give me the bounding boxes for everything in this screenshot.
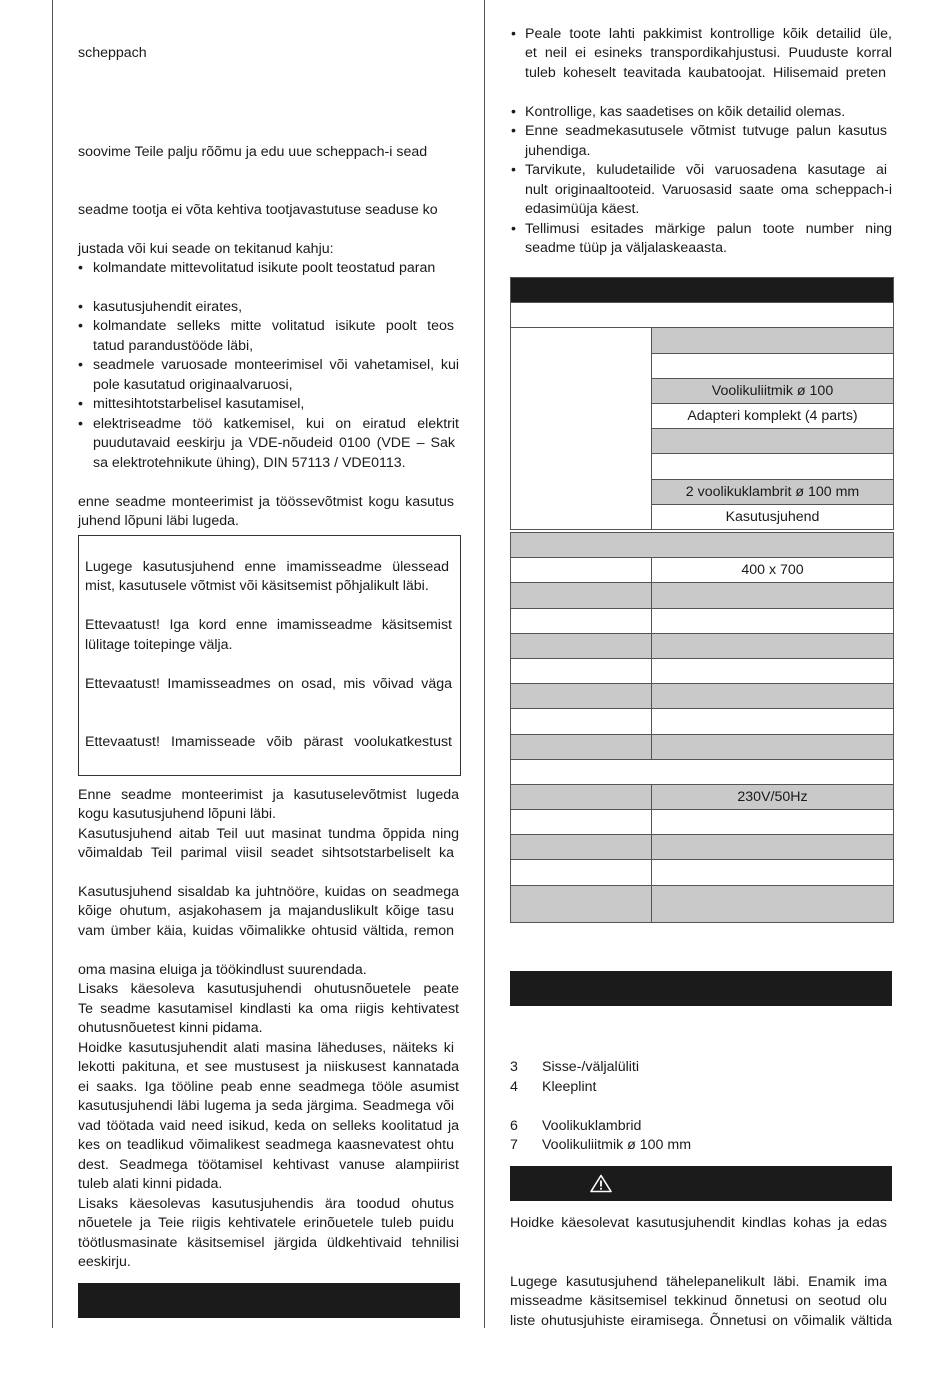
body-line: vad töötada vaid need isikud, keda on selleks koolitatud ja (78, 1118, 459, 1134)
table-cell (511, 558, 652, 583)
safety-line: liste ohutusjuhiste eiramisega. Õnnetusi on võimalik vältida (510, 1313, 892, 1329)
table-cell (652, 860, 894, 885)
list-item: Peale toote lahti pakkimist kontrollige kõik detailid üle, (525, 26, 892, 42)
bullet-dot: • (511, 26, 516, 42)
body-line: Kasutusjuhend aitab Teil uut masinat tundma õppida ning (78, 826, 459, 842)
part-number: 3 (510, 1059, 518, 1075)
list-item-cont: tuleb koheselt teavitada kaubatoojat. Hilisemaid preten (525, 65, 886, 81)
notice-line: Ettevaatust! Imamisseadmes on osad, mis võivad väga (85, 676, 452, 692)
table-cell (511, 684, 652, 709)
body-line: lekotti pakituna, et see mustusest ja niiskusest kannatada (78, 1059, 459, 1075)
body-line: ei saaks. Iga tööline peab enne seadmega tööle asumist (78, 1079, 459, 1095)
section-header-bar (510, 971, 892, 1006)
body-line: kogu kasutusjuhend lõpuni läbi. (78, 806, 276, 822)
bullet-dot: • (78, 396, 83, 412)
list-item: kolmandate selleks mitte volitatud isikute poolt teos (93, 318, 454, 334)
list-item: mittesihtotstarbelisel kasutamisel, (93, 396, 305, 412)
table-cell (511, 583, 652, 608)
body-line: Kasutusjuhend sisaldab ka juhtnööre, kuidas on seadmega (78, 884, 459, 900)
section-header-bar (78, 1283, 460, 1318)
table-header-bar (511, 278, 894, 303)
bullet-dot: • (511, 221, 516, 237)
body-line: dest. Seadmega töötamisel kehtivast vanuse alampiirist (78, 1157, 459, 1173)
table-cell (652, 353, 894, 378)
bullet-dot: • (78, 357, 83, 373)
table-cell (652, 810, 894, 835)
list-item-cont: juhendiga. (525, 143, 591, 159)
list-item: Tellimusi esitades märkige palun toote number ning (525, 221, 892, 237)
body-line: Te seadme kasutamisel kindlasti ka oma riigis kehtivatest (78, 1001, 459, 1017)
list-item-cont: sa elektrotehnikute ühing), DIN 57113 / VDE0113. (93, 455, 406, 471)
table-cell (511, 784, 652, 809)
table-cell (511, 860, 652, 885)
body-line: kasutusjuhendi läbi lugema ja seda järgima. Seadmega või (78, 1098, 454, 1114)
notice-line: lülitage toitepinge välja. (85, 637, 233, 653)
part-number: 4 (510, 1079, 518, 1095)
read-manual-line-2: juhend lõpuni läbi lugeda. (78, 513, 239, 529)
voltage-value: 230V/50Hz (652, 784, 894, 809)
part-label: Kleeplint (542, 1079, 597, 1095)
brand-text: scheppach (78, 45, 147, 61)
list-item-cont: et neil ei esineks transpordikahjustusi. Puuduste korral (525, 45, 892, 61)
table-cell (652, 835, 894, 860)
bullet-dot: • (511, 123, 516, 139)
table-cell (511, 608, 652, 633)
list-item-cont: tatud parandustööde läbi, (93, 338, 254, 354)
table-cell (652, 328, 894, 353)
part-label: Sisse-/väljalüliti (542, 1059, 639, 1075)
list-item: Kontrollige, kas saadetises on kõik detailid olemas. (525, 104, 846, 120)
left-margin-rule (52, 0, 53, 1328)
body-line: Lisaks käesoleva kasutusjuhendi ohutusnõuetele peate (78, 981, 459, 997)
table-cell (652, 684, 894, 709)
bullet-dot: • (78, 299, 83, 315)
body-line: nõuetele ja Teie riigis kehtivatele erinõuetele tuleb puidu (78, 1215, 454, 1231)
notice-line: Lugege kasutusjuhend enne imamisseadme ülessead (85, 559, 449, 575)
list-item-cont: pole kasutatud originaalvaruosi, (93, 377, 293, 393)
table-cell (652, 454, 894, 479)
list-item: kolmandate mittevolitatud isikute poolt teostatud paran (93, 260, 436, 276)
body-line: kes on teadlikud võimalikest seadmega kaasnevatest ohtu (78, 1137, 454, 1153)
notice-line: mist, kasutusele võtmist või käsitsemist põhjalikult läbi. (85, 578, 429, 594)
table-cell (652, 885, 894, 922)
liability-line-2: justada või kui seade on tekitanud kahju: (78, 241, 334, 257)
list-item-cont: seadme tüüp ja väljalaskeaasta. (525, 240, 727, 256)
safety-header-bar (510, 1166, 892, 1201)
table-row (511, 759, 894, 784)
safety-line: misseadme käsitsemisel tekkinud õnnetusi on seotud olu (510, 1293, 887, 1309)
body-line: oma masina eluiga ja töökindlust suurendada. (78, 962, 367, 978)
body-line: eeskirju. (78, 1254, 131, 1270)
body-line: ohutusnõuetest kinni pidama. (78, 1020, 263, 1036)
list-item: kasutusjuhendit eirates, (93, 299, 243, 315)
scope-of-delivery-table (510, 277, 894, 530)
bullet-dot: • (511, 104, 516, 120)
body-line: Hoidke kasutusjuhendit alati masina läheduses, näiteks ki (78, 1040, 454, 1056)
list-item-cont: puudutavaid eeskirju ja VDE-nõudeid 0100 (VDE – Sak (93, 435, 455, 451)
part-label: Voolikuliitmik ø 100 mm (542, 1137, 692, 1153)
keep-manual-text: Hoidke käesolevat kasutusjuhendit kindlas kohas ja edas (510, 1215, 887, 1231)
notice-line: Ettevaatust! Imamisseade võib pärast voolukatkestust (85, 734, 452, 750)
body-line: tuleb alati kinni pidada. (78, 1176, 223, 1192)
table-cell (511, 328, 652, 530)
dimensions-value: 400 x 700 (652, 558, 894, 583)
bullet-dot: • (78, 318, 83, 334)
table-row (511, 533, 894, 558)
body-line: Enne seadme monteerimist ja kasutuselevõtmist lugeda (78, 787, 459, 803)
table-cell (511, 810, 652, 835)
wish-text: soovime Teile palju rõõmu ja edu uue scheppach-i sead (78, 144, 428, 160)
table-row (511, 303, 894, 328)
table-cell (652, 734, 894, 759)
bullet-dot: • (78, 416, 83, 432)
body-line: kõige ohutum, asjakohasem ja majanduslikult kõige tasu (78, 903, 454, 919)
part-label: Voolikuklambrid (542, 1118, 642, 1134)
list-item: seadmele varuosade monteerimisel või vahetamisel, kui (93, 357, 459, 373)
notice-line: Ettevaatust! Iga kord enne imamisseadme käsitsemist (85, 617, 452, 633)
list-item: elektriseadme töö katkemisel, kui on eiratud elektrit (93, 416, 459, 432)
read-manual-line-1: enne seadme monteerimist ja töössevõtmist kogu kasutus (78, 494, 454, 510)
body-line: vam ümber käia, kuidas võimalikke ohtusid vältida, remon (78, 923, 454, 939)
safety-line: Lugege kasutusjuhend tähelepanelikult läbi. Enamik ima (510, 1274, 887, 1290)
list-item-cont: nult originaaltooteid. Varuosasid saate oma scheppach-i (525, 182, 892, 198)
bullet-dot: • (78, 260, 83, 276)
body-line: töötlusmasinate käsitsemisel järgida üldkehtivaid tehnilisi (78, 1235, 459, 1251)
table-cell: 2 voolikuklambrit ø 100 mm (652, 479, 894, 504)
table-cell: Voolikuliitmik ø 100 (652, 378, 894, 403)
table-cell (652, 429, 894, 454)
table-cell (511, 885, 652, 922)
list-item-cont: edasimüüja käest. (525, 201, 640, 217)
part-number: 6 (510, 1118, 518, 1134)
body-line: võimaldab Teil parimal viisil seadet sihtsotstarbeliselt ka (78, 845, 454, 861)
part-number: 7 (510, 1137, 518, 1153)
table-cell (652, 608, 894, 633)
table-cell (652, 658, 894, 683)
table-cell (652, 633, 894, 658)
body-line: Lisaks käesolevas kasutusjuhendis ära toodud ohutus (78, 1196, 454, 1212)
list-item: Tarvikute, kuludetailide või varuosadena kasutage ai (525, 162, 887, 178)
table-cell (511, 734, 652, 759)
table-cell (511, 835, 652, 860)
warning-triangle-icon (590, 1174, 612, 1193)
list-item: Enne seadmekasutusele võtmist tutvuge palun kasutus (525, 123, 887, 139)
liability-line-1: seadme tootja ei võta kehtiva tootjavastutuse seaduse ko (78, 202, 438, 218)
table-cell: Adapteri komplekt (4 parts) (652, 403, 894, 428)
center-column-rule (484, 0, 485, 1328)
technical-data-table (510, 532, 894, 923)
table-cell (511, 633, 652, 658)
table-cell (511, 658, 652, 683)
table-cell (511, 709, 652, 734)
bullet-dot: • (511, 162, 516, 178)
table-cell (652, 709, 894, 734)
table-cell (652, 583, 894, 608)
table-cell: Kasutusjuhend (652, 504, 894, 529)
